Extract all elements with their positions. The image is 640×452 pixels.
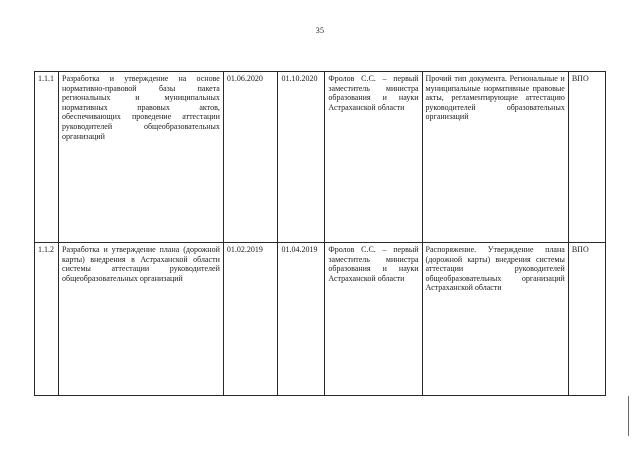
activity-table [34, 71, 606, 396]
table-row [35, 72, 606, 243]
start-date-cell: 01.02.2019 [223, 243, 278, 396]
source-cell: ВПО [568, 243, 605, 396]
end-date-cell: 01.10.2020 [278, 72, 325, 243]
activity-name-cell: Разработка и утверждение на основе нормативно-правовой базы пакета региональных и муниципальных нормативных правовых актов, обеспечивающих проведение аттестации руководителей общеобразовательных организаций [59, 72, 224, 243]
row-number-cell: 1.1.1 [35, 72, 59, 243]
row-number-cell: 1.1.2 [35, 243, 59, 396]
start-date-cell: 01.06.2020 [223, 72, 278, 243]
responsible-cell: Фролов С.С. – первый заместитель министра образования и науки Астраханской области [325, 243, 422, 396]
page-number: 35 [315, 26, 325, 35]
document-type-cell: Распоряжение. Утверждение плана (дорожной карты) внедрения системы аттестации руководителей общеобразовательных организаций Астраханской области [422, 243, 568, 396]
activity-name-cell: Разработка и утверждение плана (дорожной карты) внедрения в Астраханской области системы аттестации руководителей общеобразовательных организаций [59, 243, 224, 396]
document-type-cell: Прочий тип документа. Региональные и муниципальные нормативные правовые акты, регламентирующие аттестацию руководителей образовательных организаций [422, 72, 568, 243]
responsible-cell: Фролов С.С. – первый заместитель министра образования и науки Астраханской области [325, 72, 422, 243]
scan-edge-mark [628, 396, 633, 436]
source-cell: ВПО [568, 72, 605, 243]
end-date-cell: 01.04.2019 [278, 243, 325, 396]
table-row [35, 243, 606, 396]
